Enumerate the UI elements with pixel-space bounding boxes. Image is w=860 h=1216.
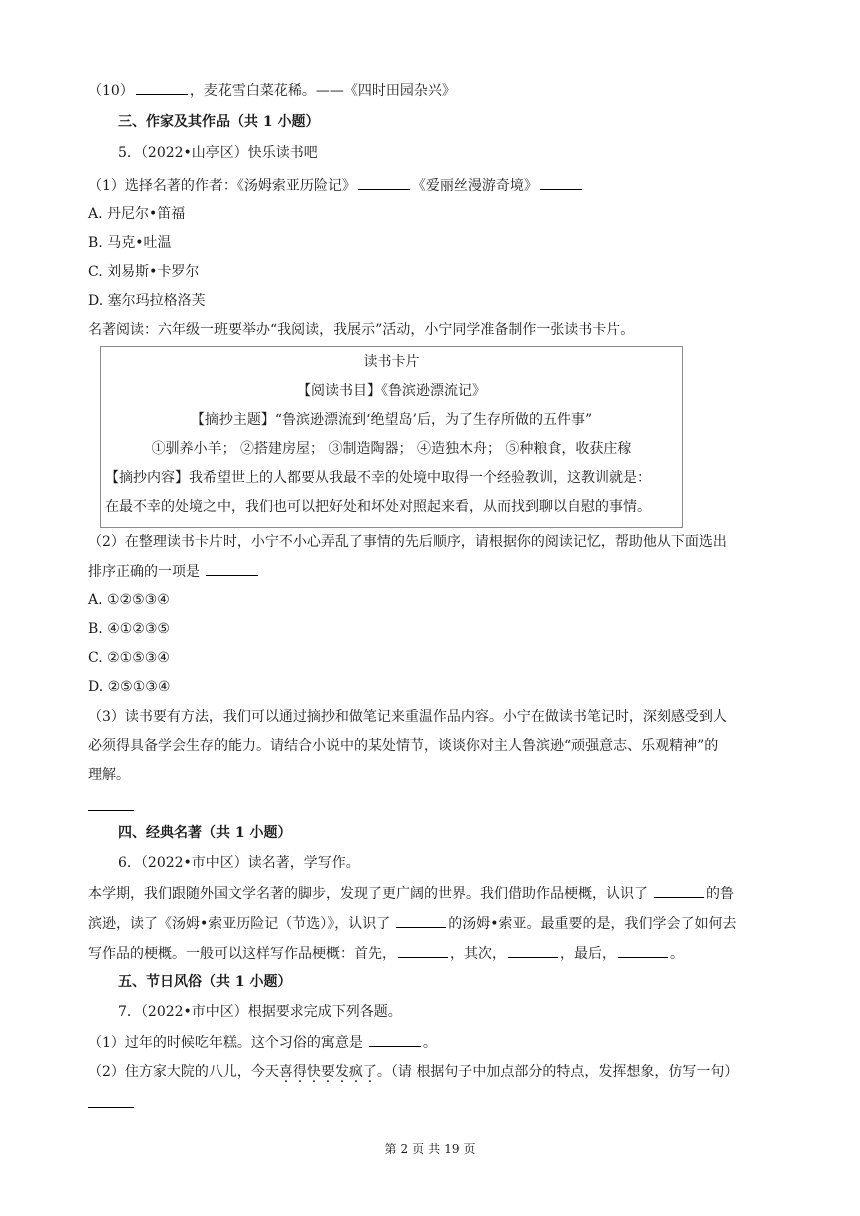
answer-blank-line (88, 796, 134, 817)
answer-blank[interactable] (136, 80, 188, 95)
reading-card (100, 346, 683, 528)
emphasis-char: 了 (362, 1064, 377, 1080)
page-footer: 第 2 页 共 19 页 (384, 1142, 476, 1156)
question-6-line2: 滨逊，读了《汤姆•索亚历险记（节选）》，认识了 的汤姆•索亚。最重要的是，我们学会了如何去 (88, 913, 737, 934)
answer-blank[interactable] (398, 943, 448, 958)
emphasis-char: 要 (320, 1064, 335, 1080)
card-excerpt-line1: 【摘抄内容】我希望世上的人都要从我最不幸的处境中取得一个经验教训，这教训就是： (105, 470, 651, 486)
emphasis-char: 疯 (348, 1064, 363, 1080)
option-b: B. ④①②③⑤ (88, 621, 170, 637)
question-10: （10） ，麦花雪白菜花稀。——《四时田园杂兴》 (88, 80, 456, 101)
section-3-heading: 三、作家及其作品（共 1 小题） (118, 114, 320, 130)
question-7-title: 7．（2022•市中区）根据要求完成下列各题。 (118, 1004, 402, 1020)
card-theme: 【摘抄主题】“鲁滨逊漂流到‘绝望岛’后，为了生存所做的五件事” (190, 412, 593, 428)
question-7-1: （1）过年的时候吃年糕。这个习俗的寓意是 。 (88, 1032, 437, 1053)
option-b: B. 马克•吐温 (88, 235, 172, 251)
option-a: A. 丹尼尔•笛福 (88, 206, 186, 222)
option-a: A. ①②⑤③④ (88, 592, 170, 608)
question-5-2-line1: （2）在整理读书卡片时，小宁不小心弄乱了事情的先后顺序，请根据你的阅读记忆，帮助他从下面选出 (88, 534, 727, 550)
answer-blank[interactable] (540, 175, 582, 190)
emphasis-char: 得 (292, 1064, 307, 1080)
question-5-3-line2: 必须得具备学会生存的能力。请结合小说中的某处情节，谈谈你对主人鲁滨逊“顽强意志、乐观精神”的 (88, 738, 719, 754)
dotted-phrase (279, 1064, 377, 1080)
option-d: D. 塞尔玛拉格洛芙 (88, 293, 206, 309)
question-5-2-line2: 排序正确的一项是 (88, 561, 260, 582)
question-5-title: 5．（2022•山亭区）快乐读书吧 (118, 145, 318, 161)
question-7-2: （2）住方家大院的八儿，今天喜得快要发疯了。（请 根据句子中加点部分的特点，发挥想象，仿写一句） (88, 1064, 739, 1080)
emphasis-char: 发 (334, 1064, 349, 1080)
card-title: 读书卡片 (363, 354, 420, 370)
option-c: C. ②①⑤③④ (88, 650, 170, 666)
emphasis-char: 喜 (278, 1064, 293, 1080)
reading-intro: 名著阅读：六年级一班要举办“我阅读，我展示”活动，小宁同学准备制作一张读书卡片。 (88, 322, 635, 338)
total-pages: 19 (444, 1142, 460, 1156)
question-6-line3: 写作品的梗概。一般可以这样写作品梗概：首先， ，其次， ，最后， 。 (88, 943, 684, 964)
answer-blank[interactable] (206, 561, 258, 576)
answer-blank-line (88, 1093, 134, 1114)
answer-blank[interactable] (358, 175, 410, 190)
option-c: C. 刘易斯•卡罗尔 (88, 264, 200, 280)
answer-blank[interactable] (618, 943, 668, 958)
section-4-heading: 四、经典名著（共 1 小题） (118, 825, 292, 841)
section-5-heading: 五、节日风俗（共 1 小题） (118, 974, 292, 990)
card-excerpt-line2: 在最不幸的处境之中，我们也可以把好处和坏处对照起来看，从而找到聊以自慰的事情。 (105, 499, 651, 515)
question-5-3-line3: 理解。 (88, 767, 130, 783)
answer-blank[interactable] (369, 1032, 421, 1047)
page-number: 2 (400, 1142, 409, 1156)
answer-blank[interactable] (88, 1093, 134, 1108)
question-6-title: 6．（2022•市中区）读名著，学写作。 (118, 855, 360, 871)
answer-blank[interactable] (508, 943, 558, 958)
option-d: D. ②⑤①③④ (88, 679, 171, 695)
answer-blank[interactable] (654, 883, 704, 898)
answer-blank[interactable] (88, 796, 134, 811)
card-book: 【阅读书目】《鲁滨逊漂流记》 (297, 383, 486, 399)
question-5-3-line1: （3）读书要有方法，我们可以通过摘抄和做笔记来重温作品内容。小宁在做读书笔记时，深刻感受到人 (88, 709, 727, 725)
emphasis-char: 快 (306, 1064, 321, 1080)
card-items: ①驯养小羊； ②搭建房屋； ③制造陶器； ④造独木舟； ⑤种粮食，收获庄稼 (151, 441, 632, 457)
question-6-line1: 本学期，我们跟随外国文学名著的脚步，发现了更广阔的世界。我们借助作品梗概，认识了 的鲁 (88, 883, 734, 904)
answer-blank[interactable] (396, 913, 446, 928)
question-5-1: （1）选择名著的作者：《汤姆索亚历险记》 《爱丽丝漫游奇境》 (88, 175, 584, 196)
